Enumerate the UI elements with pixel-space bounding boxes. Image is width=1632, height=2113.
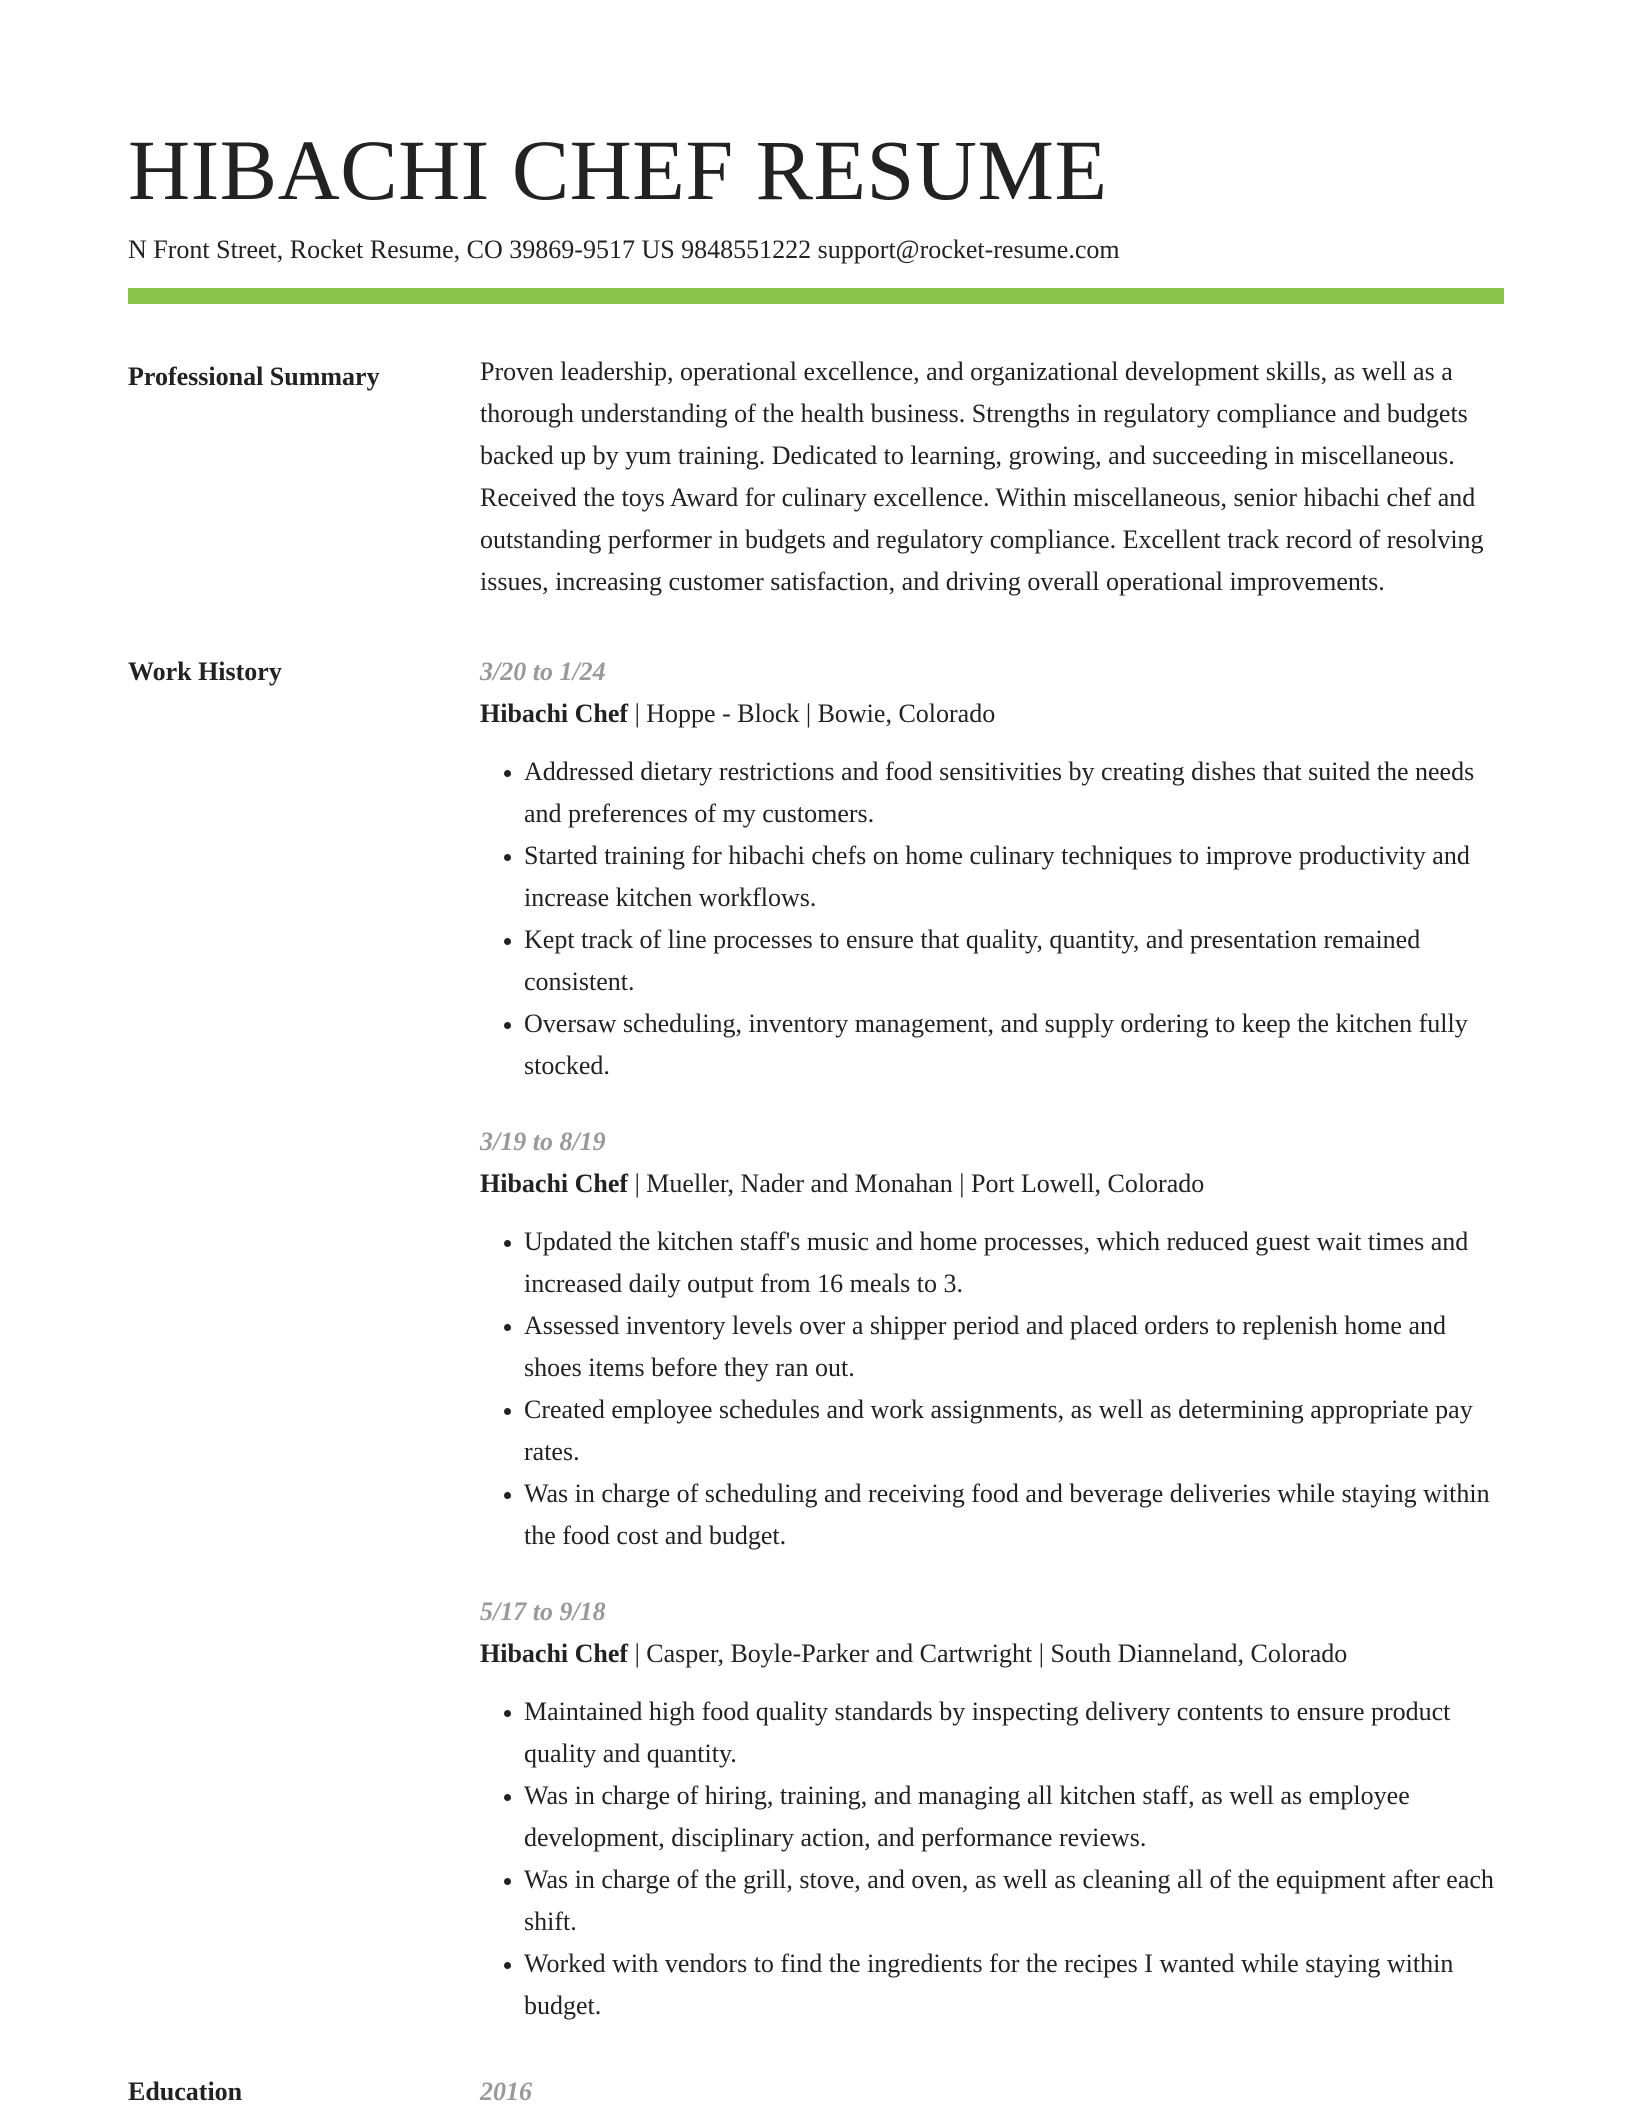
section-label-work-history: Work History [128, 657, 282, 686]
job-bullet: • Was in charge of the grill, stove, and oven, as well as cleaning all of the equipment after each shift. [524, 1859, 1504, 1943]
job-dates: 3/20 to 1/24 [480, 657, 606, 686]
job-bullet: • Updated the kitchen staff's music and home processes, which reduced guest wait times and increased daily output from 16 meals to 3. [524, 1221, 1504, 1305]
education-section [128, 2071, 1504, 2113]
job-title: Hibachi Chef [480, 1639, 629, 1668]
job-bullet: • Kept track of line processes to ensure that quality, quantity, and presentation remained consistent. [524, 919, 1504, 1003]
job-dates: 5/17 to 9/18 [480, 1597, 606, 1626]
job-dates: 3/19 to 8/19 [480, 1127, 606, 1156]
job-bullet: • Worked with vendors to find the ingredients for the recipes I wanted while staying within budget. [524, 1943, 1504, 2027]
job-bullet: • Was in charge of scheduling and receiving food and beverage deliveries while staying within the food cost and budget. [524, 1473, 1504, 1557]
resume-page [128, 120, 1504, 2113]
section-label-education: Education [128, 2077, 243, 2106]
job-heading [480, 1633, 1504, 1675]
job-bullet: • Oversaw scheduling, inventory management, and supply ordering to keep the kitchen fully stocked. [524, 1003, 1504, 1087]
job-details: | Mueller, Nader and Monahan | Port Lowell, Colorado [628, 1169, 1205, 1198]
job-bullets [480, 1691, 1504, 2027]
job-details: | Hoppe - Block | Bowie, Colorado [628, 699, 996, 728]
section-label-summary: Professional Summary [128, 362, 380, 391]
job-bullet: • Started training for hibachi chefs on home culinary techniques to improve productivity and increase kitchen workflows. [524, 835, 1504, 919]
job-bullet: • Maintained high food quality standards by inspecting delivery contents to ensure product quality and quantity. [524, 1691, 1504, 1775]
job-entry [480, 1591, 1504, 2027]
education-dates: 2016 [480, 2077, 532, 2106]
job-title: Hibachi Chef [480, 1169, 629, 1198]
job-title: Hibachi Chef [480, 699, 629, 728]
job-entry [480, 1121, 1504, 1557]
job-heading [480, 693, 1504, 735]
professional-summary-section [128, 356, 1504, 603]
job-bullet: • Assessed inventory levels over a shipper period and placed orders to replenish home and shoes items before they ran out. [524, 1305, 1504, 1389]
job-entry [480, 651, 1504, 1087]
header-divider [128, 288, 1504, 304]
resume-title: HIBACHI CHEF RESUME [128, 122, 1108, 218]
summary-text: Proven leadership, operational excellence, and organizational development skills, as well as a thorough understanding of the health business. Strengths in regulatory compliance and budgets backed up by yum training. Dedicated to learning, growing, and succeeding in miscellaneous. Received the toys Award for culinary excellence. Within miscellaneous, senior hibachi chef and outstanding performer in budgets and regulatory compliance. Excellent track record of resolving issues, increasing customer satisfaction, and driving overall operational improvements. [480, 357, 1484, 596]
job-bullets [480, 1221, 1504, 1557]
job-bullet: • Was in charge of hiring, training, and managing all kitchen staff, as well as employee development, disciplinary action, and performance reviews. [524, 1775, 1504, 1859]
job-bullets [480, 751, 1504, 1087]
job-bullet: • Created employee schedules and work assignments, as well as determining appropriate pay rates. [524, 1389, 1504, 1473]
job-heading [480, 1163, 1504, 1205]
job-details: | Casper, Boyle-Parker and Cartwright | South Dianneland, Colorado [628, 1639, 1348, 1668]
contact-line: N Front Street, Rocket Resume, CO 39869-9517 US 9848551222 support@rocket-resume.com [128, 235, 1120, 264]
work-history-section [128, 651, 1504, 2027]
job-bullet: • Addressed dietary restrictions and food sensitivities by creating dishes that suited the needs and preferences of my customers. [524, 751, 1504, 835]
